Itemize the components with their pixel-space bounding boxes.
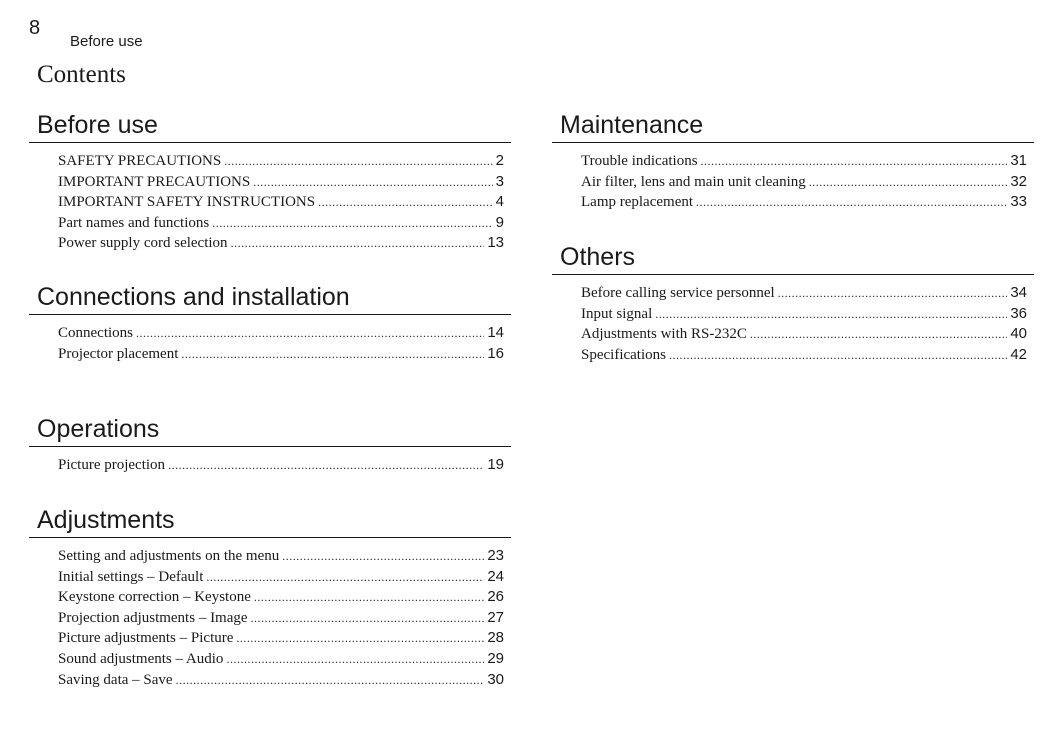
toc-entry-page: 16 bbox=[487, 344, 504, 362]
dot-leader bbox=[696, 192, 1007, 212]
toc-entry[interactable] bbox=[29, 455, 511, 476]
section-connections bbox=[29, 282, 511, 364]
toc-entry-page: 13 bbox=[487, 234, 504, 252]
dot-leader bbox=[251, 608, 485, 628]
toc-entry-title: Part names and functions bbox=[58, 214, 210, 231]
toc-entry-title: Projector placement bbox=[58, 345, 179, 362]
toc-entry[interactable] bbox=[29, 192, 511, 213]
dot-leader bbox=[224, 151, 492, 171]
dot-leader bbox=[750, 324, 1007, 344]
toc-entry-title: Setting and adjustments on the menu bbox=[58, 548, 280, 564]
toc-entry-page: 2 bbox=[495, 152, 504, 169]
section-heading: Maintenance bbox=[552, 110, 1034, 143]
dot-leader bbox=[701, 151, 1008, 171]
toc-list bbox=[29, 538, 511, 690]
toc-entry-page: 34 bbox=[1010, 284, 1027, 301]
dot-leader bbox=[254, 587, 484, 607]
section-heading: Others bbox=[552, 242, 1034, 275]
dot-leader bbox=[282, 546, 484, 566]
toc-entry-title: SAFETY PRECAUTIONS bbox=[58, 153, 222, 169]
toc-entry-page: 3 bbox=[495, 172, 504, 190]
toc-entry[interactable] bbox=[29, 323, 511, 344]
toc-entry[interactable] bbox=[552, 345, 1034, 366]
toc-list bbox=[29, 447, 511, 476]
toc-entry-page: 26 bbox=[487, 588, 504, 606]
toc-entry-title: Input signal bbox=[581, 305, 653, 322]
toc-entry-title: Connections bbox=[58, 325, 133, 341]
dot-leader bbox=[168, 455, 484, 475]
toc-entry-title: Specifications bbox=[581, 346, 666, 363]
section-maintenance bbox=[552, 110, 1034, 213]
dot-leader bbox=[669, 345, 1007, 365]
section-heading: Operations bbox=[29, 414, 511, 447]
section-before-use bbox=[29, 110, 511, 254]
toc-entry-title: Lamp replacement bbox=[581, 194, 694, 211]
toc-entry[interactable] bbox=[552, 192, 1034, 213]
toc-entry[interactable] bbox=[29, 587, 511, 608]
toc-entry[interactable] bbox=[29, 670, 511, 691]
toc-entry-page: 36 bbox=[1010, 304, 1027, 322]
toc-entry[interactable] bbox=[29, 649, 511, 670]
toc-list bbox=[552, 275, 1034, 365]
toc-entry-page: 23 bbox=[487, 547, 504, 564]
toc-entry-page: 29 bbox=[487, 649, 504, 667]
toc-entry-page: 32 bbox=[1010, 172, 1027, 190]
toc-entry-page: 33 bbox=[1010, 193, 1027, 211]
toc-entry-page: 24 bbox=[487, 567, 504, 585]
toc-entry-title: Trouble indications bbox=[581, 153, 698, 169]
toc-entry-title: Power supply cord selection bbox=[58, 235, 228, 252]
toc-entry[interactable] bbox=[552, 304, 1034, 325]
toc-entry-page: 4 bbox=[495, 193, 504, 211]
section-heading: Adjustments bbox=[29, 505, 511, 538]
toc-entry[interactable] bbox=[552, 151, 1034, 172]
toc-entry-page: 42 bbox=[1010, 345, 1027, 363]
toc-entry-title: Keystone correction – Keystone bbox=[58, 589, 251, 606]
toc-entry-title: IMPORTANT PRECAUTIONS bbox=[58, 173, 251, 190]
toc-entry[interactable] bbox=[552, 283, 1034, 304]
toc-entry-page: 9 bbox=[495, 213, 504, 231]
dot-leader bbox=[206, 567, 484, 587]
section-heading: Before use bbox=[29, 110, 511, 143]
toc-entry-page: 31 bbox=[1010, 152, 1027, 169]
toc-entry-title: Projection adjustments – Image bbox=[58, 609, 248, 626]
dot-leader bbox=[318, 192, 493, 212]
toc-entry-page: 14 bbox=[487, 324, 504, 341]
toc-entry-page: 19 bbox=[487, 456, 504, 473]
toc-entry-title: Picture adjustments – Picture bbox=[58, 630, 234, 647]
toc-entry-title: Picture projection bbox=[58, 457, 166, 473]
toc-entry-page: 27 bbox=[487, 608, 504, 626]
toc-entry-title: Initial settings – Default bbox=[58, 568, 204, 585]
toc-entry[interactable] bbox=[29, 233, 511, 254]
section-operations bbox=[29, 414, 511, 476]
toc-entry[interactable] bbox=[552, 172, 1034, 193]
toc-entry-title: IMPORTANT SAFETY INSTRUCTIONS bbox=[58, 194, 316, 211]
toc-entry[interactable] bbox=[29, 151, 511, 172]
dot-leader bbox=[236, 628, 484, 648]
dot-leader bbox=[226, 649, 484, 669]
dot-leader bbox=[809, 172, 1008, 192]
page-number: 8 bbox=[29, 17, 41, 39]
section-others bbox=[552, 242, 1034, 365]
toc-entry[interactable] bbox=[29, 213, 511, 234]
dot-leader bbox=[136, 323, 484, 343]
toc-entry[interactable] bbox=[29, 344, 511, 365]
toc-entry[interactable] bbox=[29, 567, 511, 588]
section-adjustments bbox=[29, 505, 511, 690]
toc-list bbox=[29, 143, 511, 254]
dot-leader bbox=[253, 172, 492, 192]
toc-entry-title: Saving data – Save bbox=[58, 671, 173, 688]
toc-entry-page: 30 bbox=[487, 670, 504, 688]
toc-entry-title: Sound adjustments – Audio bbox=[58, 650, 224, 667]
toc-entry-title: Air filter, lens and main unit cleaning bbox=[581, 173, 806, 190]
toc-entry[interactable] bbox=[29, 172, 511, 193]
dot-leader bbox=[231, 233, 485, 253]
section-heading: Connections and installation bbox=[29, 282, 511, 315]
toc-list bbox=[29, 315, 511, 364]
toc-entry[interactable] bbox=[29, 608, 511, 629]
running-header: Before use bbox=[70, 33, 143, 50]
dot-leader bbox=[778, 283, 1008, 303]
dot-leader bbox=[176, 670, 485, 690]
toc-entry-page: 28 bbox=[487, 629, 504, 647]
toc-entry-page: 40 bbox=[1010, 325, 1027, 343]
dot-leader bbox=[181, 344, 484, 364]
page-title: Contents bbox=[37, 61, 126, 88]
toc-list bbox=[552, 143, 1034, 213]
toc-entry[interactable] bbox=[552, 324, 1034, 345]
dot-leader bbox=[655, 304, 1007, 324]
toc-entry[interactable] bbox=[29, 628, 511, 649]
toc-entry[interactable] bbox=[29, 546, 511, 567]
dot-leader bbox=[212, 213, 492, 233]
toc-entry-title: Before calling service personnel bbox=[581, 285, 775, 301]
toc-entry-title: Adjustments with RS-232C bbox=[581, 326, 747, 343]
